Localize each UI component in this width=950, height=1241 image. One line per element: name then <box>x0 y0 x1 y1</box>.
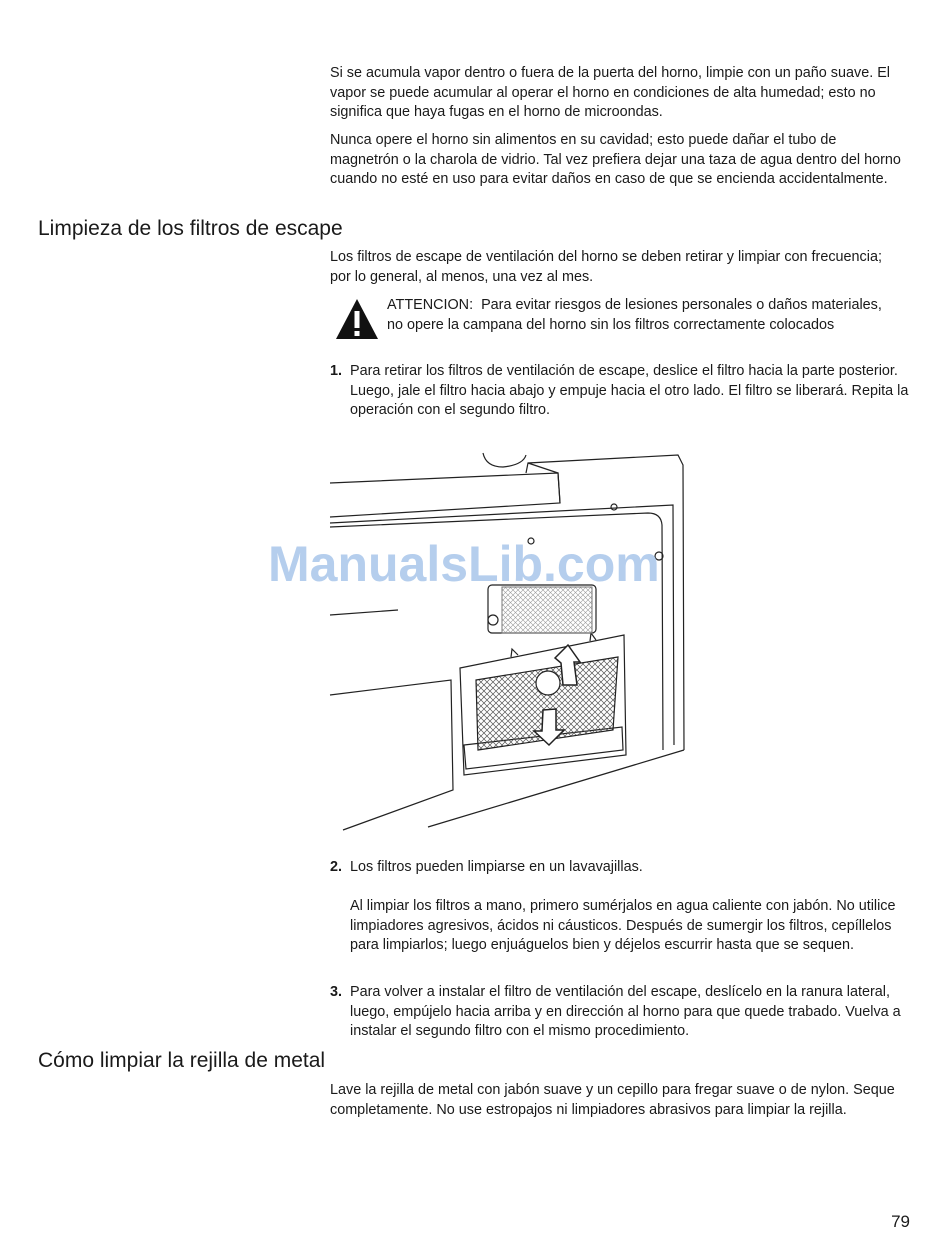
step-1-number: 1. <box>330 363 343 379</box>
step-3-number: 3. <box>330 984 343 1000</box>
warning-icon <box>334 297 380 341</box>
intro-paragraph-1: Si se acumula vapor dentro o fuera de la puerta del horno, limpie con un paño suave. El vapor se puede acumular al operar el horno en condiciones de alta humedad; esto no significa que haya fugas en el horno de microondas. <box>330 65 890 121</box>
step-2-text: Los filtros pueden limpiarse en un lavavajillas. <box>350 859 643 875</box>
warning-text: Para evitar riesgos de lesiones personales o daños materiales, no opere la campana del horno sin los filtros correctamente colocados <box>387 297 882 333</box>
intro-paragraph-2: Nunca opere el horno sin alimentos en su cavidad; esto puede dañar el tubo de magnetrón o la charola de vidrio. Tal vez prefiera dejar una taza de agua dentro del horno cuando no esté en uso para evitar daños en caso de que se encienda accidentalmente. <box>330 132 901 188</box>
grill-heading: Cómo limpiar la rejilla de metal <box>38 1049 326 1072</box>
filter-removal-illustration <box>328 445 690 835</box>
step-2-extra: Al limpiar los filtros a mano, primero sumérjalos en agua caliente con jabón. No utilice limpiadores agresivos, ácidos ni cáusticos. Después de sumergir los filtros, cepíllelos para limpiarlos; luego enjuáguelos bien y déjelos escurrir hasta que se sequen. <box>350 898 896 954</box>
filters-heading: Limpieza de los filtros de escape <box>38 217 343 240</box>
page-number: 79 <box>891 1212 910 1231</box>
grill-text: Lave la rejilla de metal con jabón suave y un cepillo para fregar suave o de nylon. Seque completamente. No use estropajos ni limpiadores abrasivos para limpiar la rejilla. <box>330 1082 895 1118</box>
filters-intro: Los filtros de escape de ventilación del horno se deben retirar y limpiar con frecuencia; por lo general, al menos, una vez al mes. <box>330 249 882 285</box>
step-2-number: 2. <box>330 859 343 875</box>
warning-block <box>387 296 897 335</box>
manualslib-watermark: ManualsLib.com <box>268 536 660 592</box>
warning-label: ATTENCION: <box>387 297 474 313</box>
step-3-text: Para volver a instalar el filtro de ventilación del escape, deslícelo en la ranura lateral, luego, empújelo hacia arriba y en dirección al horno para que quede trabado. Vuelva a instalar el segundo filtro con el mismo procedimiento. <box>350 984 901 1040</box>
step-1-text: Para retirar los filtros de ventilación de escape, deslice el filtro hacia la parte posterior. Luego, jale el filtro hacia abajo y empuje hacia el otro lado. El filtro se liberará. Repita la operación con el segundo filtro. <box>350 363 909 419</box>
